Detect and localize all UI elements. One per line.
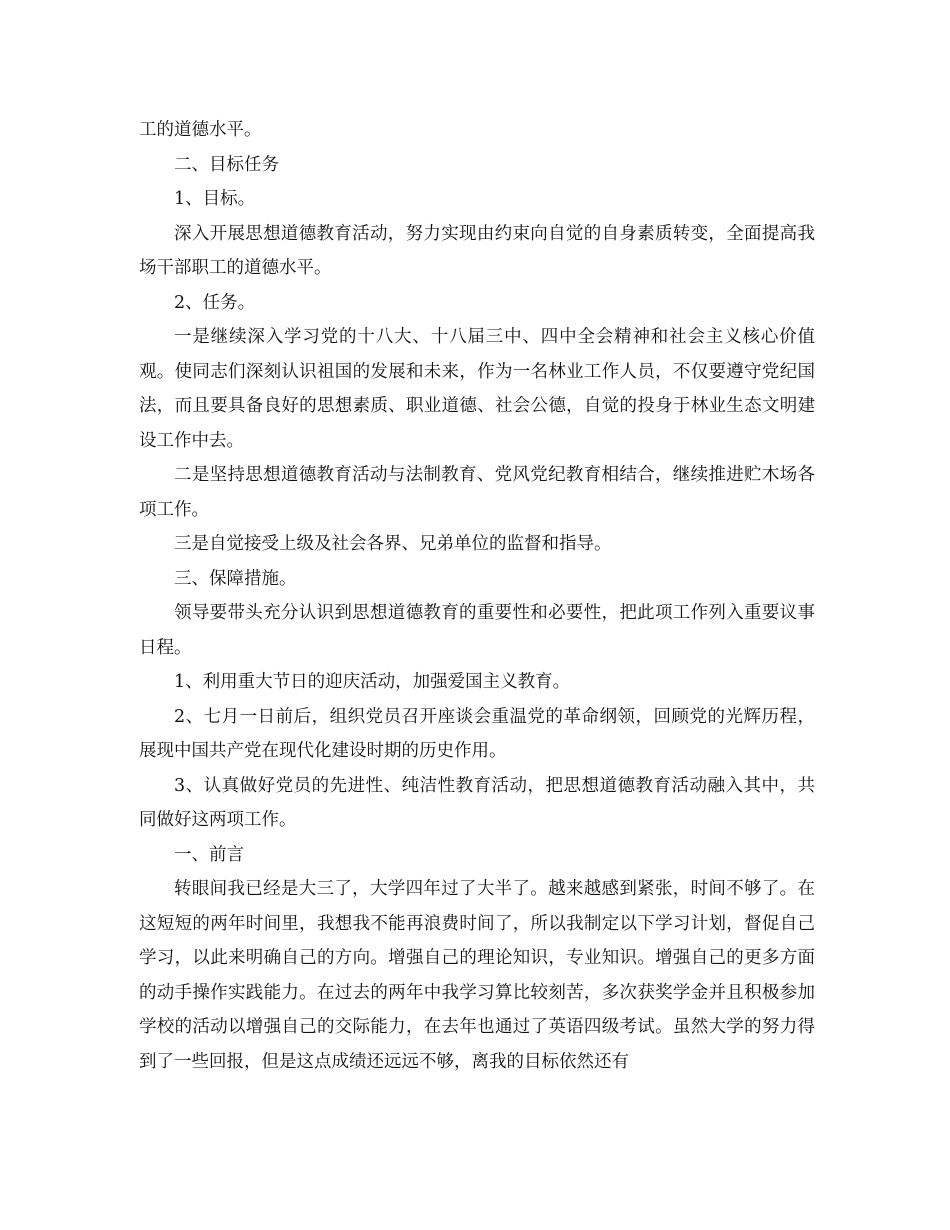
paragraph: 工的道德水平。: [139, 120, 262, 140]
document-body: [139, 113, 815, 1079]
list-item: 2、七月一日前后，组织党员召开座谈会重温党的革命纲领，回顾党的光辉历程，展现中国共产党在现代化建设时期的历史作用。: [139, 706, 815, 761]
subsection-heading: 1、目标。: [174, 189, 256, 209]
paragraph: 领导要带头充分认识到思想道德教育的重要性和必要性，把此项工作列入重要议事日程。: [139, 603, 815, 658]
paragraph: 深入开展思想道德教育活动，努力实现由约束向自觉的自身素质转变，全面提高我场干部职工的道德水平。: [139, 223, 815, 278]
section-heading: 三、保障措施。: [174, 568, 297, 589]
list-item: 1、利用重大节日的迎庆活动，加强爱国主义教育。: [174, 672, 571, 692]
paragraph: 一是继续深入学习党的十八大、十八届三中、四中全会精神和社会主义核心价值观。使同志们深刻认识祖国的发展和未来，作为一名林业工作人员，不仅要遵守党纪国法，而且要具备良好的思想素质、职业道德、社会公德，自觉的投身于林业生态文明建设工作中去。: [139, 327, 815, 451]
list-item: 3、认真做好党员的先进性、纯洁性教育活动，把思想道德教育活动融入其中，共同做好这两项工作。: [139, 775, 815, 830]
section-heading: 一、前言: [174, 844, 244, 865]
paragraph: 二是坚持思想道德教育活动与法制教育、党风党纪教育相结合，继续推进贮木场各项工作。: [139, 465, 815, 520]
paragraph: 三是自觉接受上级及社会各界、兄弟单位的监督和指导。: [174, 534, 612, 554]
paragraph: 转眼间我已经是大三了，大学四年过了大半了。越来越感到紧张，时间不够了。在这短短的两年时间里，我想我不能再浪费时间了，所以我制定以下学习计划，督促自己学习，以此来明确自己的方向。增强自己的理论知识，专业知识。增强自己的更多方面的动手操作实践能力。在过去的两年中我学习算比较刻苦，多次获奖学金并且积极参加学校的活动以增强自己的交际能力，在去年也通过了英语四级考试。虽然大学的努力得到了一些回报，但是这点成绩还远远不够，离我的目标依然还有: [139, 879, 815, 1072]
subsection-heading: 2、任务。: [174, 292, 256, 313]
section-heading: 二、目标任务: [174, 154, 279, 175]
